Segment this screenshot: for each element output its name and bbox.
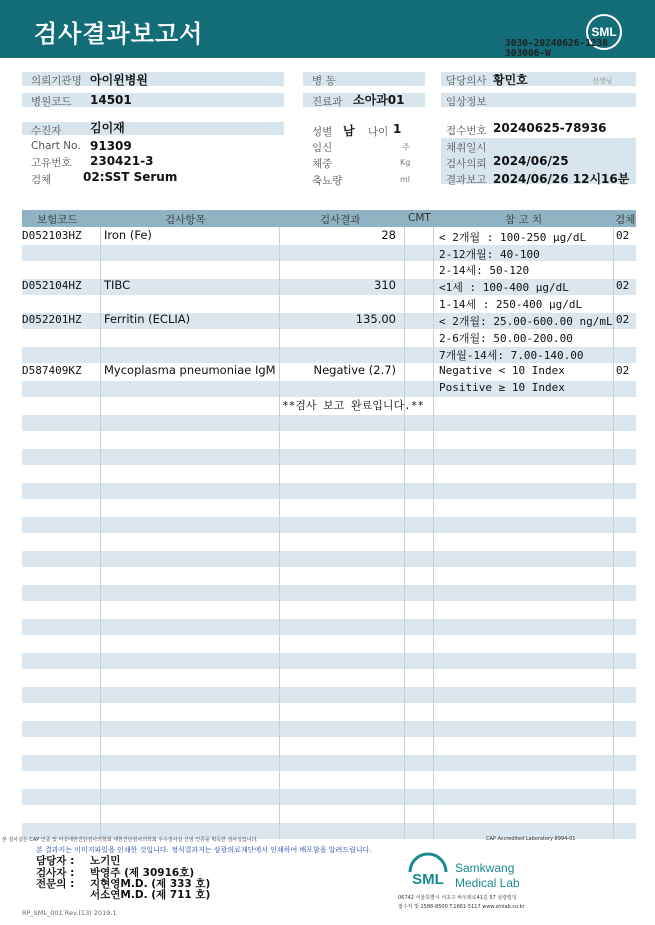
row1-code: D052103HZ (22, 229, 82, 242)
row2-item: TIBC (104, 278, 131, 292)
row2-result: 310 (374, 278, 396, 292)
uid-value: 230421-3 (90, 154, 154, 168)
age-label: 나이 (368, 126, 389, 138)
urine-label: 축뇨량 (312, 175, 343, 187)
row4-code: D587409KZ (22, 364, 82, 377)
doctor-value: 황민호 (493, 73, 528, 87)
table-row (22, 449, 636, 465)
chart-label: Chart No. (31, 140, 81, 152)
table-row (22, 789, 636, 805)
table-row (22, 755, 636, 771)
report-value: 2024/06/26 12시16분 (493, 172, 630, 186)
specimen-value: 02:SST Serum (83, 170, 178, 184)
pregnancy-label: 임신 (312, 142, 333, 154)
accession-value: 20240625-78936 (493, 121, 607, 135)
form-code: RP_SML_001 Rev.(13) 2019.1 (22, 909, 117, 917)
row3-specimen: 02 (616, 313, 630, 326)
row2-code: D052104HZ (22, 279, 82, 292)
table-row (22, 619, 636, 635)
table-row (22, 551, 636, 567)
table-row (22, 245, 636, 261)
pregnancy-unit: 주 (402, 143, 410, 152)
specimen-label: 검체 (31, 174, 52, 186)
signer-role: 담당자 : (36, 855, 75, 867)
col-header-cmt: CMT (408, 212, 431, 224)
age-value: 1 (393, 122, 402, 136)
request-value: 2024/06/25 (493, 154, 569, 168)
signer-name: 서소연M.D. (제 711 호) (90, 889, 211, 901)
uid-label: 고유번호 (31, 157, 72, 169)
hospital-value: 아이윈병원 (90, 73, 148, 87)
table-row (22, 721, 636, 737)
row1-item: Iron (Fe) (104, 228, 152, 242)
row4-ref: Negative < 10 Index (439, 364, 565, 377)
accreditation-note: 본 검사실은 CAP 인증 및 미국대한진단검사의학회 대한진단검사의학회 우수검사실 신임 인증을 획득한 검사실입니다. (2, 837, 259, 843)
table-row (22, 653, 636, 669)
signer-name: 지현영M.D. (제 333 호) (90, 878, 211, 890)
table-row (22, 483, 636, 499)
report-label: 결과보고 (446, 174, 487, 186)
accession-label: 접수번호 (446, 125, 487, 137)
brand-logo-text: SML (412, 871, 444, 888)
row1-specimen: 02 (616, 229, 630, 242)
row3-code: D052201HZ (22, 313, 82, 326)
dept-label: 진료과 (312, 96, 343, 108)
completion-note: **검사 보고 완료입니다.** (282, 399, 424, 412)
hospital-label: 의뢰기관명 (31, 75, 82, 87)
weight-label: 체중 (312, 158, 333, 170)
column-divider (404, 227, 405, 839)
row2-ref: <1세 : 100-400 μg/dL (439, 281, 569, 294)
row3-result: 135.00 (355, 312, 396, 326)
print-notice: 본 결과지는 이미지파일을 인쇄한 것입니다. 정식결과지는 삼광의료재단에서 인쇄하여 배포함을 알려드립니다. (36, 846, 372, 854)
row3-ref: 2-6개월: 50.00-200.00 (439, 332, 573, 345)
patient-name-value: 김이재 (90, 121, 125, 135)
patient-name-label: 수진자 (31, 125, 62, 137)
col-header-code: 보험코드 (37, 214, 78, 226)
column-divider (613, 227, 614, 839)
samkwang-logo-icon (404, 852, 452, 894)
row4-result: Negative (2.7) (313, 363, 396, 377)
col-header-result: 검사결과 (320, 214, 361, 226)
row4-specimen: 02 (616, 364, 630, 377)
brand-name-line1: Samkwang (455, 861, 515, 875)
row1-result: 28 (381, 228, 396, 242)
hospital-code-value: 14501 (90, 93, 132, 107)
row3-item: Ferritin (ECLIA) (104, 312, 191, 326)
sex-label: 성별 (312, 126, 333, 138)
dept-value: 소아과01 (353, 93, 405, 107)
brand-name-line2: Medical Lab (455, 876, 520, 890)
row1-ref: 2-14세: 50-120 (439, 264, 530, 277)
sex-value: 남 (343, 124, 355, 138)
col-header-item: 검사항목 (165, 214, 206, 226)
row3-ref: < 2개월: 25.00-600.00 ng/mL (439, 315, 613, 328)
table-row (22, 585, 636, 601)
signer-name: 박영주 (제 30916호) (90, 867, 195, 879)
signer-role: 전문의 : (36, 878, 75, 890)
row3-ref: 7개월-14세: 7.00-140.00 (439, 349, 584, 362)
row4-item: Mycoplasma pneumoniae IgM (104, 363, 276, 377)
hospital-code-label: 병원코드 (31, 96, 72, 108)
col-header-specimen: 검체 (615, 214, 636, 226)
table-row (22, 415, 636, 431)
report-sub-number: 303006-W (505, 48, 551, 59)
table-row (22, 517, 636, 533)
clinical-label: 임상정보 (446, 96, 487, 108)
row2-specimen: 02 (616, 279, 630, 292)
weight-unit: Kg (400, 158, 411, 167)
column-divider (433, 227, 434, 839)
doctor-suffix: 선생님 (592, 77, 613, 85)
row4-ref: Positive ≥ 10 Index (439, 381, 565, 394)
row1-ref: 2-12개월: 40-100 (439, 248, 540, 261)
row1-ref: < 2개월 : 100-250 μg/dL (439, 231, 587, 244)
col-header-reference: 참 고 치 (505, 214, 543, 226)
collect-label: 채취일시 (446, 142, 487, 154)
signer-name: 노기민 (90, 855, 121, 867)
page-title: 검사결과보고서 (34, 20, 204, 48)
lab-address: 06742 서울특별시 서초구 바우뫼로41길 57 삼광빌딩 (398, 895, 517, 901)
doctor-label: 담당의사 (446, 75, 487, 87)
report-number: 3030-20240626-1238 (505, 38, 608, 49)
table-row (22, 687, 636, 703)
ward-label: 병 동 (312, 75, 336, 87)
cap-accreditation: CAP Accredited Laboratory 8994-01 (486, 836, 576, 842)
svg-text:SML: SML (591, 25, 617, 39)
signer-role: 검사자 : (36, 867, 75, 879)
chart-value: 91309 (90, 139, 132, 153)
urine-unit: ml (400, 175, 411, 184)
column-divider (100, 227, 101, 839)
request-label: 검사의뢰 (446, 158, 487, 170)
lab-contact: 접수처 및 1588-8500 T.1661-5117 www.smlab.co.kr (398, 904, 525, 910)
row2-ref: 1-14세 : 250-400 μg/dL (439, 298, 583, 311)
